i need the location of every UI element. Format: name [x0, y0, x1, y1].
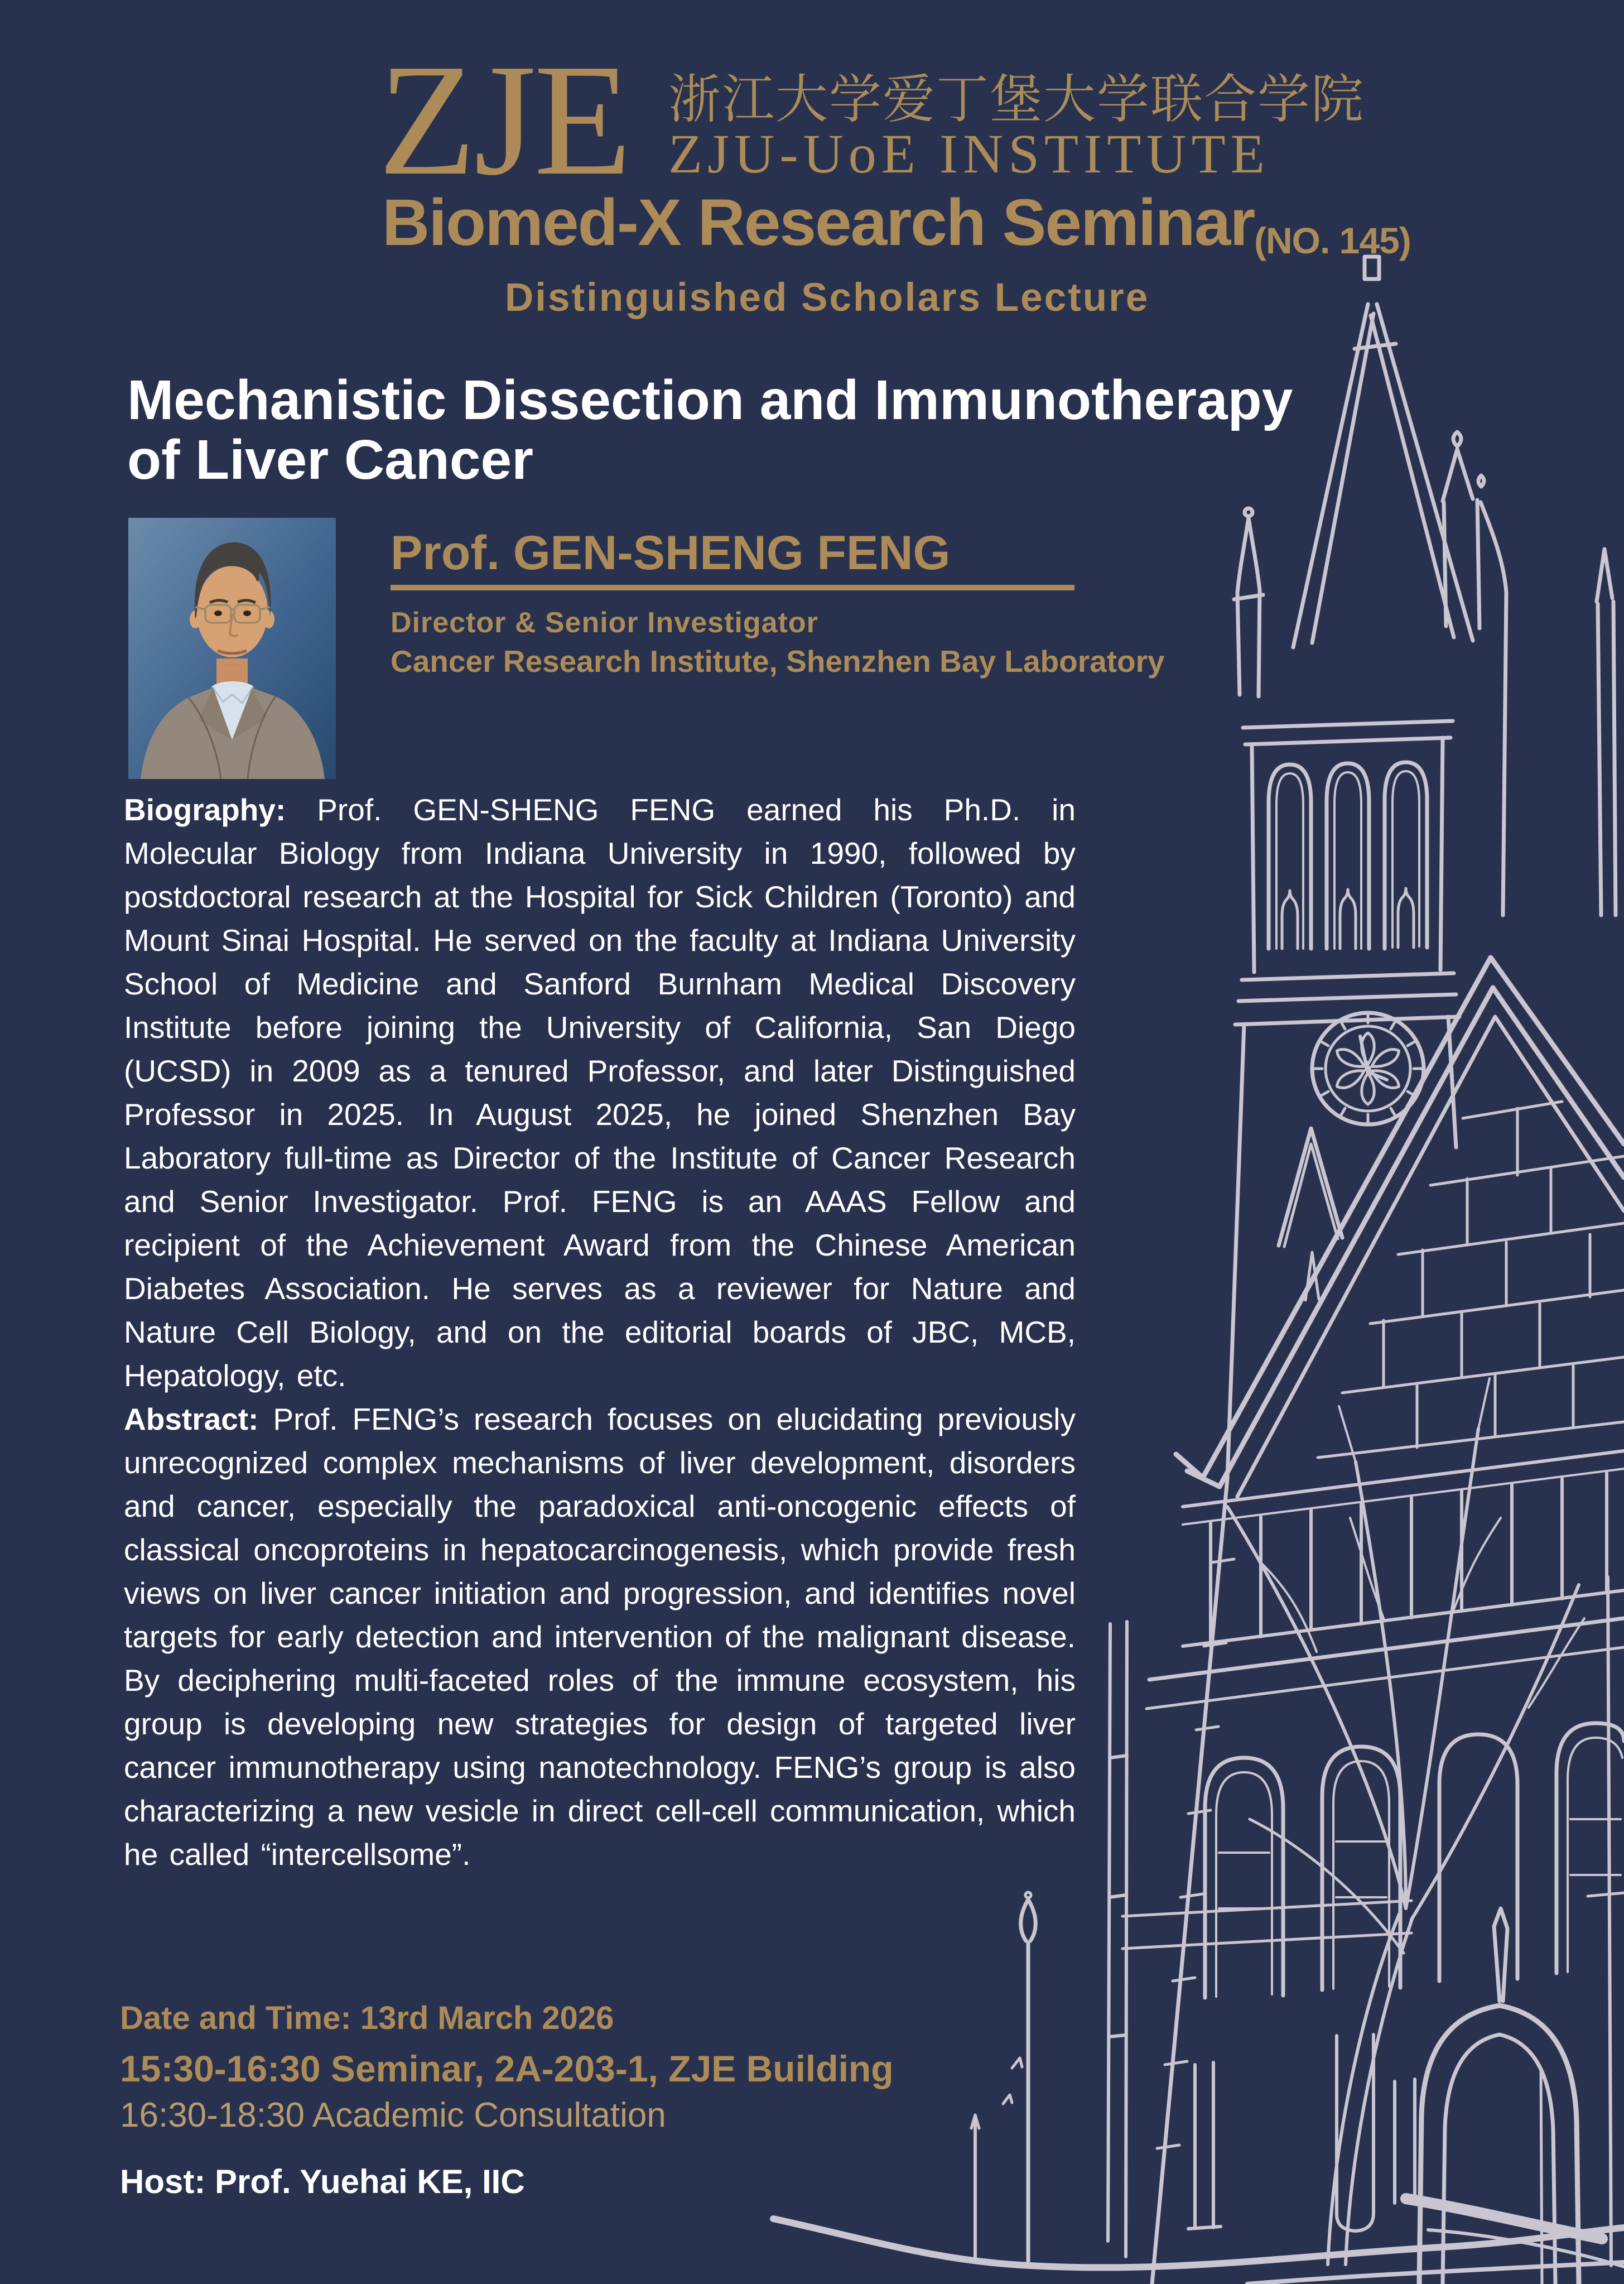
- lecture-type-subtitle: Distinguished Scholars Lecture: [505, 276, 1150, 320]
- tower-walls: [1152, 1017, 1456, 2284]
- biography-label: Biography:: [124, 792, 286, 827]
- event-date-line: Date and Time: 13rd March 2026: [120, 2000, 614, 2036]
- ground-lines: [773, 2199, 1624, 2284]
- pinnacles: [1234, 432, 1616, 915]
- event-host-line: Host: Prof. Yuehai KE, IIC: [120, 2163, 525, 2200]
- seminar-series-number: (NO. 145): [1254, 220, 1411, 261]
- talk-title: [127, 371, 1299, 490]
- event-seminar-line: 15:30-16:30 Seminar, 2A-203-1, ZJE Building: [120, 2048, 894, 2089]
- abstract-text: Prof. FENG’s research focuses on elucidating previously unrecognized complex mechanisms of liver development, disorders and cancer, especially the paradoxical anti-oncogenic effects of classical oncoproteins in hepatocarcinogenesis, which provide fresh views on liver cancer initiation and progression, and identifies novel targets for early detection and intervention of the malignant disease. By deciphering multi-faceted roles of the immune ecosystem, his group is developing new strategies for design of targeted liver cancer immunotherapy using nanotechnology. FENG’s group is also characterizing a new vesicle in direct cell-cell communication, which he called “intercellsome”.: [124, 1402, 1076, 1872]
- zje-logo: ZJE: [378, 31, 630, 209]
- talk-title-line2: of Liver Cancer: [127, 429, 534, 491]
- body-text-block: [124, 788, 1076, 1876]
- speaker-name-underline: [391, 585, 1074, 590]
- colonnade-band: [1183, 1451, 1624, 1646]
- speaker-affiliation: Cancer Research Institute, Shenzhen Bay Laboratory: [391, 644, 1165, 679]
- speaker-name: Prof. GEN-SHENG FENG: [391, 526, 951, 580]
- institute-name-chinese: 浙江大学爱丁堡大学联合学院: [668, 71, 1365, 129]
- column-bases: [1188, 2035, 1415, 2231]
- event-consultation-line: 16:30-18:30 Academic Consultation: [120, 2096, 666, 2134]
- abstract-label: Abstract:: [124, 1402, 259, 1436]
- talk-title-line1: Mechanistic Dissection and Immunotherapy: [127, 369, 1293, 431]
- abstract-paragraph: [124, 1397, 1076, 1876]
- belfry: [1235, 721, 1459, 1025]
- gable-bricks: [1318, 1102, 1624, 1458]
- speaker-portrait-illustration: [128, 518, 336, 779]
- institute-name-english: ZJU-UoE INSTITUTE: [668, 123, 1270, 185]
- speaker-photo: [128, 518, 336, 779]
- biography-paragraph: [124, 788, 1076, 1397]
- speaker-position: Director & Senior Investigator: [391, 607, 818, 639]
- seminar-series-title: Biomed-X Research Seminar: [382, 186, 1255, 259]
- biography-text: Prof. GEN-SHENG FENG earned his Ph.D. in Molecular Biology from Indiana University in 1990, followed by postdoctoral research at the Hospital for Sick Children (Toronto) and Mount Sinai Hospital. He served on the faculty at Indiana University School of Medicine and Sanford Burnham Medical Discovery Institute before joining the University of California, San Diego (UCSD) in 2009 as a tenured Professor, and later Distinguished Professor in 2025. In August 2025, he joined Shenzhen Bay Laboratory full-time as Director of the Institute of Cancer Research and Senior Investigator. Prof. FENG is an AAAS Fellow and recipient of the Achievement Award from the Chinese American Diabetes Association. He serves as a reviewer for Nature and Nature Cell Biology, and on the editorial boards of JBC, MCB, Hepatology, etc.: [124, 792, 1076, 1393]
- lamppost: [971, 1892, 1035, 2263]
